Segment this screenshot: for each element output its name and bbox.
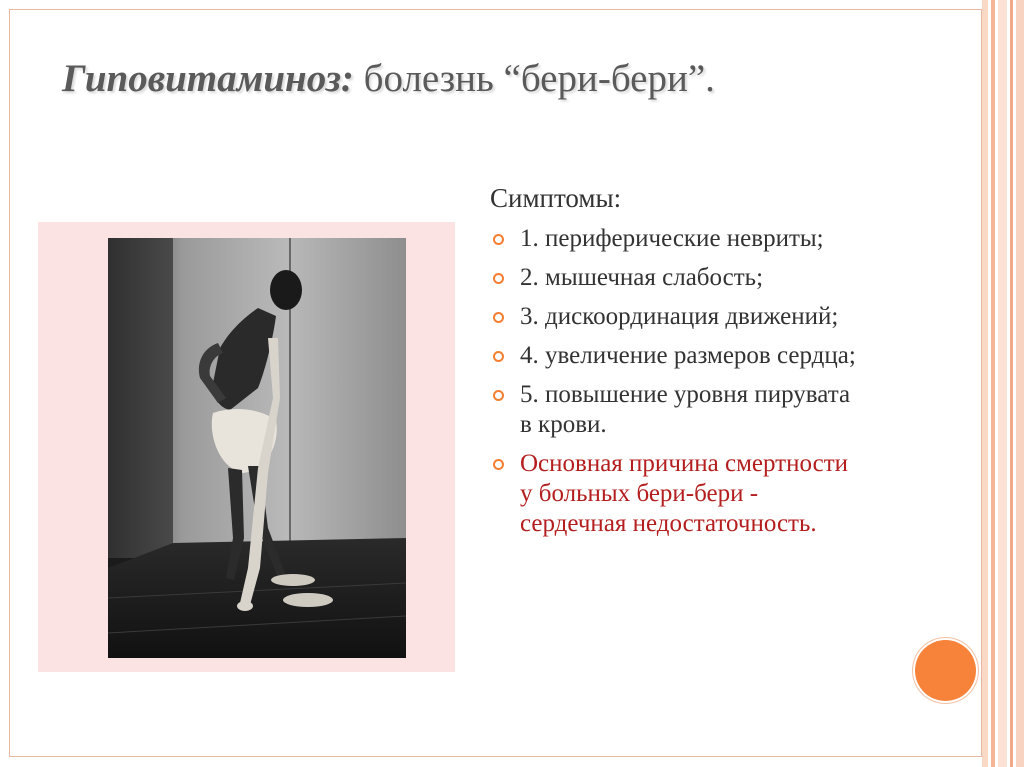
bullet-circle-icon (493, 234, 504, 245)
symptoms-list (490, 224, 860, 539)
bullet-circle-icon (493, 459, 504, 470)
symptoms-heading: Симптомы: (490, 183, 622, 213)
list-item (490, 341, 860, 371)
decorative-stripes (982, 0, 1024, 767)
title-bold: Гиповитаминоз: (62, 57, 354, 100)
list-item (490, 263, 860, 293)
symptom-text: 2. мышечная слабость; (520, 263, 764, 291)
symptom-text: 5. повышение уровня пирувата в крови. (520, 380, 851, 438)
highlight-text: Основная причина смертности у больных бери-бери - сердечная недостаточность. (520, 449, 849, 537)
symptom-text: 3. дискоординация движений; (520, 302, 839, 330)
highlight-item (490, 449, 860, 539)
bullet-circle-icon (493, 390, 504, 401)
symptom-text: 1. периферические невриты; (520, 224, 824, 252)
bullet-circle-icon (493, 273, 504, 284)
patient-figure-image (108, 238, 406, 658)
bullet-circle-icon (493, 312, 504, 323)
list-item (490, 224, 860, 254)
list-item (490, 380, 860, 440)
title-rest: болезнь “бери-бери”. (353, 57, 715, 100)
symptoms-panel (490, 182, 860, 548)
symptom-text: 4. увеличение размеров сердца; (520, 341, 856, 369)
patient-photo (108, 238, 406, 658)
list-item (490, 302, 860, 332)
decorative-circle (915, 640, 976, 701)
slide-title (62, 52, 822, 107)
bullet-circle-icon (493, 351, 504, 362)
